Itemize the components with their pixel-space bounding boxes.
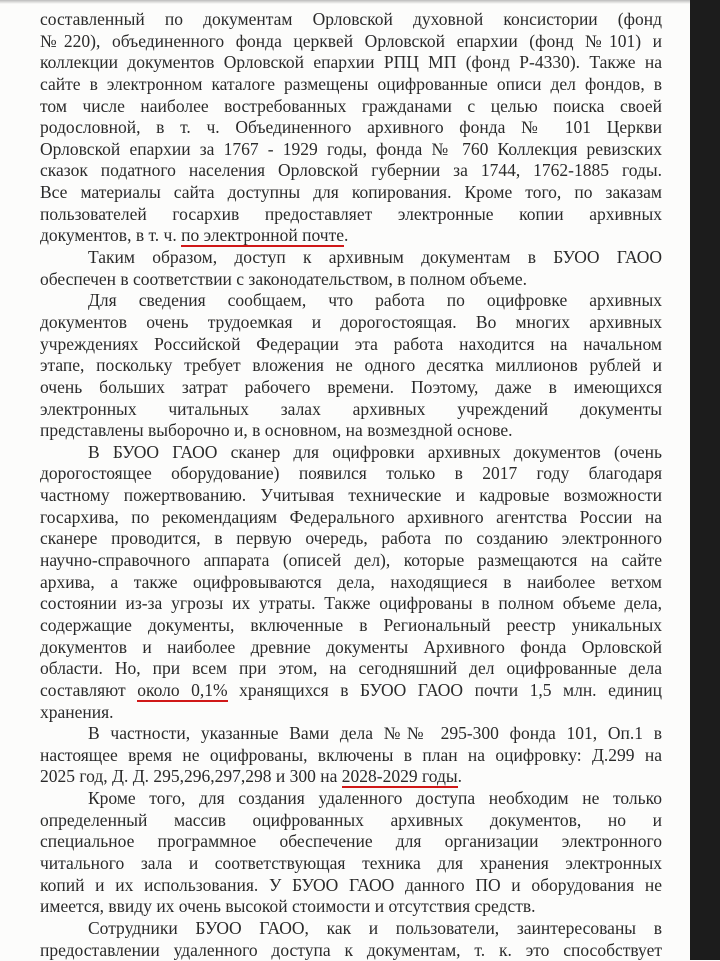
line-text: хранящихся в БУОО ГАОО почти 1,5 млн. единиц [227,679,662,700]
text-line [40,485,662,507]
line-content [88,290,662,312]
line-content [40,269,662,291]
line-content [40,117,662,139]
page-top-edge [0,0,690,4]
text-line [40,593,662,615]
text-line [40,550,662,572]
text-line [40,31,662,53]
line-content [40,160,662,182]
line-content [40,637,662,659]
text-line [40,52,662,74]
text-line [40,615,662,637]
line-text: пользователей госархив предоставляет электронные копии архивных [40,203,662,224]
line-content [40,334,662,356]
line-content [40,182,662,204]
line-content [40,139,662,161]
line-content [88,918,662,940]
text-line [40,290,662,312]
line-content [40,52,662,74]
line-content [40,896,662,918]
document-body [40,9,662,961]
line-content [40,550,662,572]
line-text: научно-справочного аппарата (описей дел), которые размещаются на сайте [40,550,662,571]
line-content [88,723,662,745]
text-line [40,853,662,875]
text-line [40,74,662,96]
line-text: хранения. [40,701,114,722]
line-text: сайте в электронном каталоге размещены оцифрованные описи дел фондов, в [40,73,662,94]
line-text: документов и наиболее древние документы Архивного фонда Орловской [40,636,662,657]
line-text: составленный по документам Орловской духовной консистории (фонд [40,9,662,29]
line-content [40,810,662,832]
line-text: . [457,766,462,787]
line-text: специальное программное обеспечение для организации электронного [40,831,662,852]
text-line [40,334,662,356]
text-line [40,918,662,940]
line-content [40,658,662,680]
line-text: состоянии из-за угрозы их утраты. Также оцифрованы в полном объеме дела, [40,593,662,614]
line-content [40,507,662,529]
text-line [40,139,662,161]
text-line [40,810,662,832]
text-line [40,680,662,702]
red-underlined-text: по электронной почте [181,225,345,246]
line-content [40,377,662,399]
text-line [40,766,662,788]
text-line [40,117,662,139]
text-line [40,312,662,334]
line-content [40,399,662,421]
line-content [40,615,662,637]
line-content [88,788,662,810]
line-text: области. Но, при всем при этом, на сегодняшний дел оцифрованные дела [40,658,662,679]
line-content [40,766,662,788]
text-line [40,355,662,377]
line-text: содержащие документы, включенные в Региональный реестр уникальных [40,614,662,635]
line-content [40,680,662,702]
line-text: В частности, указанные Вами дела №№ 295-300 фонда 101, Оп.1 в [88,723,662,744]
line-content [40,204,662,226]
text-line [40,9,662,31]
line-text: Орловской епархии за 1767 - 1929 годы, фонда № 760 Коллекция ревизских [40,138,662,159]
line-text: госархива, по рекомендациям Федерального архивного агентства России на [40,506,662,527]
line-text: предоставлении удаленного доступа к документам, т. к. это способствует [40,939,662,960]
line-text: представлены выборочно и, в основном, на возмездной основе. [40,420,513,441]
line-content [40,225,662,247]
line-content [40,528,662,550]
line-content [40,853,662,875]
line-content [40,702,662,724]
line-content [40,485,662,507]
line-text: Для сведения сообщаем, что работа по оцифровке архивных [88,290,662,311]
line-text: настоящее время не оцифрованы, включены в план на оцифровку: Д.299 на [40,744,662,765]
line-text: читального зала и соответствующая техника для хранения электронных [40,852,662,873]
text-line [40,463,662,485]
line-text: этапе, поскольку требует вложения не одного десятка миллионов рублей и [40,355,662,376]
line-text: электронных читальных залах архивных учреждений документы [40,398,662,419]
line-text: Кроме того, для создания удаленного доступа необходим не только [88,788,662,809]
line-content [40,875,662,897]
line-text: том числе наиболее востребованных гражданами с целью поиска своей [40,95,662,116]
line-text: . [344,225,349,246]
line-text: сказок податного населения Орловской губернии за 1744, 1762-1885 годы. [40,160,662,181]
text-line [40,96,662,118]
text-line [40,377,662,399]
line-text: дорогостоящее оборудование) появился только в 2017 году благодаря [40,463,662,484]
line-content [40,420,662,442]
text-line [40,637,662,659]
text-line [40,788,662,810]
line-content [40,831,662,853]
line-content [40,96,662,118]
text-line [40,247,662,269]
text-line [40,723,662,745]
line-text: составляют [40,679,138,700]
line-text: копий и их использования. У БУОО ГАОО данного ПО и оборудования не [40,874,662,895]
line-content [40,572,662,594]
text-line [40,940,662,961]
text-line [40,399,662,421]
line-text: сканере проводится, в первую очередь, работа по созданию электронного [40,528,662,549]
line-text: родословной, в т. ч. Объединенного архивного фонда № 101 Церкви [40,117,662,138]
text-line [40,225,662,247]
text-line [40,896,662,918]
line-content [88,247,662,269]
line-content [40,9,662,31]
text-line [40,182,662,204]
text-line [40,572,662,594]
text-line [40,507,662,529]
dark-border [690,0,720,960]
line-text: очень больших затрат рабочего времени. Поэтому, даже в имеющихся [40,376,662,397]
line-text: документов, в т. ч. [40,225,182,246]
line-text: частному пожертвованию. Учитывая технические и кадровые возможности [40,485,662,506]
line-text: архива, а также оцифровываются дела, находящиеся в наиболее ветхом [40,571,662,592]
line-text: имеется, ввиду их очень высокой стоимости и отсутствия средств. [40,896,536,917]
text-line [40,269,662,291]
line-content [40,593,662,615]
line-content [40,355,662,377]
line-content [40,74,662,96]
red-underlined-text: 2028-2029 годы [341,766,458,787]
line-text: обеспечен в соответствии с законодательством, в полном объеме. [40,268,527,289]
line-text: №220), объединенного фонда церквей Орловской епархии (фонд №101) и [40,30,662,51]
line-text: В БУОО ГАОО сканер для оцифровки архивных документов (очень [88,441,662,462]
line-content [40,31,662,53]
line-text: Таким образом, доступ к архивным документам в БУОО ГАОО [88,247,662,268]
text-line [40,831,662,853]
text-line [40,420,662,442]
line-text: Сотрудники БУОО ГАОО, как и пользователи, заинтересованы в [88,917,662,938]
text-line [40,702,662,724]
text-line [40,442,662,464]
text-line [40,204,662,226]
text-line [40,875,662,897]
text-line [40,745,662,767]
text-line [40,160,662,182]
text-line [40,528,662,550]
line-text: коллекции документов Орловской епархии РПЦ МП (фонд Р-4330). Также на [40,52,662,73]
line-content [40,745,662,767]
line-content [88,442,662,464]
line-content [40,940,662,961]
line-content [40,463,662,485]
line-text: Все материалы сайта доступны для копирования. Кроме того, по заказам [40,182,662,203]
line-text: 2025 год, Д. Д. 295,296,297,298 и 300 на [40,766,342,787]
line-content [40,312,662,334]
line-text: определенный массив оцифрованных архивных документов, но и [40,809,662,830]
red-underlined-text: около 0,1% [137,679,228,700]
line-text: документов очень трудоемкая и дорогостоящая. Во многих архивных [40,311,662,332]
text-line [40,658,662,680]
line-text: учреждениях Российской Федерации эта работа находится на начальном [40,333,662,354]
